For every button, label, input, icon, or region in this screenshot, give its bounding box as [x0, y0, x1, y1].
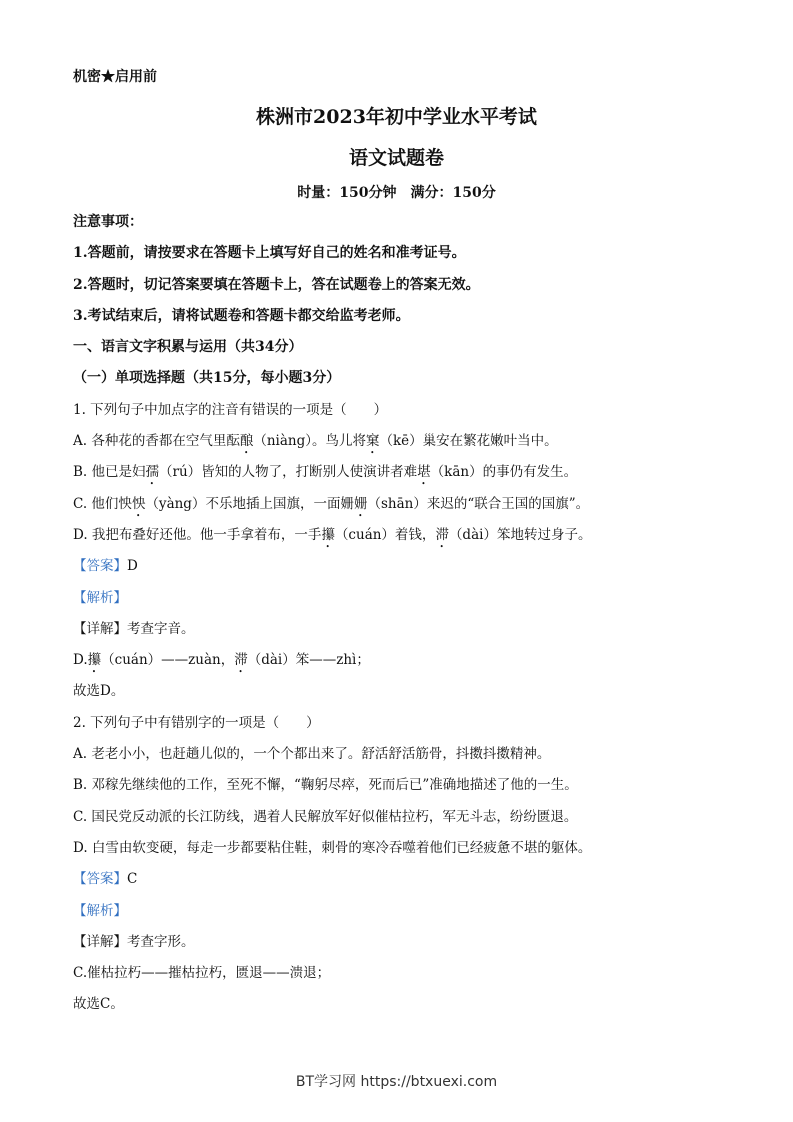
text-segment: D. [73, 652, 88, 669]
text-segment: 3.考试结束后，请将试题卷和答题卡都交给监考老师。 [73, 307, 410, 324]
text-segment: （kē）巢安在繁花嫩叶当中。 [379, 433, 558, 450]
text-segment: D [127, 558, 138, 575]
text-line [73, 274, 733, 305]
text-segment: （shān）来迟的“联合王国的国旗”。 [367, 495, 590, 512]
text-line [73, 900, 733, 931]
text-line [73, 712, 733, 743]
text-segment: （dài）笨地转过身子。 [448, 526, 592, 543]
text-line [73, 211, 733, 242]
text-line [73, 555, 733, 586]
emphasized-char: 滞 [234, 652, 248, 669]
text-segment: （niàng）。鸟儿将 [253, 433, 366, 450]
text-line [73, 774, 733, 805]
text-segment: （cuán）着钱， [334, 526, 436, 543]
footer-watermark: BT学习网 https://btxuexi.com [295, 1074, 498, 1090]
exam-subtitle: 语文试题卷 [348, 147, 444, 169]
text-line [73, 962, 733, 993]
text-segment: 1. 下列句子中加点字的注音有错误的一项是（ ） [73, 401, 388, 418]
text-segment: A. 各种花的香都在空气里酝 [73, 433, 240, 450]
text-segment: （cuán）——zuàn， [101, 652, 235, 669]
text-segment: D. 白雪由软变硬，每走一步都要粘住鞋，刺骨的寒冷吞噬着他们已经疲惫不堪的躯体。 [73, 839, 592, 856]
text-segment: A. 老老小小，也赶趟儿似的，一个个都出来了。舒活舒活筋骨，抖擞抖擞精神。 [73, 746, 551, 763]
text-line [73, 868, 733, 899]
text-line [73, 743, 733, 774]
text-segment: 故选C。 [73, 996, 124, 1013]
document-body [73, 211, 733, 1025]
text-segment: 注意事项： [73, 214, 143, 230]
text-line [73, 399, 733, 430]
confidential-label: 机密★启用前 [73, 69, 157, 85]
text-line [73, 680, 733, 711]
emphasized-char: 孺 [145, 464, 160, 481]
text-segment: C. 国民党反动派的长江防线，遇着人民解放军好似催枯拉朽，军无斗志，纷纷匮退。 [73, 808, 578, 825]
emphasized-char: 堪 [417, 464, 431, 481]
text-segment: 【详解】考查字形。 [73, 933, 195, 950]
text-line [73, 806, 733, 837]
text-segment: 故选D。 [73, 683, 125, 700]
emphasized-char: 酿 [239, 433, 254, 450]
text-segment: C [127, 871, 138, 888]
text-segment: （一）单项选择题（共15分，每小题3分） [73, 370, 341, 387]
answer-tag: 【解析】 [73, 589, 127, 606]
emphasized-char: 姗 [353, 495, 368, 512]
emphasized-char: 攥 [87, 652, 102, 669]
emphasized-char: 窠 [366, 433, 380, 450]
text-segment: 【详解】考查字音。 [73, 620, 195, 637]
text-line [73, 524, 733, 555]
text-line [73, 305, 733, 336]
text-segment: D. 我把布叠好还他。他一手拿着布，一手 [73, 526, 322, 543]
exam-title: 株洲市2023年初中学业水平考试 [256, 106, 537, 128]
answer-tag: 【解析】 [73, 902, 127, 919]
text-line [73, 993, 733, 1024]
text-line [73, 618, 733, 649]
time-score-info: 时量：150分钟 满分：150分 [297, 185, 496, 201]
text-segment: 2.答题时，切记答案要填在答题卡上，答在试题卷上的答案无效。 [73, 276, 480, 293]
text-segment: （dài）笨——zhì； [247, 652, 370, 669]
text-line [73, 461, 733, 492]
emphasized-char: 滞 [435, 526, 449, 543]
text-line [73, 430, 733, 461]
text-line [73, 493, 733, 524]
answer-tag: 【答案】 [73, 558, 127, 575]
text-segment: 一、语言文字积累与运用（共34分） [73, 339, 303, 356]
text-line [73, 336, 733, 367]
text-segment: （yàng）不乐地插上国旗，一面姗 [145, 495, 354, 512]
text-line [73, 367, 733, 398]
emphasized-char: 怏 [131, 495, 146, 512]
text-line [73, 649, 733, 680]
answer-tag: 【答案】 [73, 871, 127, 888]
text-segment: C.催枯拉朽——摧枯拉朽，匮退——溃退； [73, 965, 331, 982]
text-segment: （rú）皆知的人物了，打断别人使演讲者难 [159, 464, 418, 481]
text-line [73, 931, 733, 962]
text-segment: 2. 下列句子中有错别字的一项是（ ） [73, 714, 320, 731]
text-line [73, 587, 733, 618]
text-segment: B. 他已是妇 [73, 464, 146, 481]
emphasized-char: 攥 [321, 526, 335, 543]
text-segment: 1.答题前，请按要求在答题卡上填写好自己的姓名和准考证号。 [73, 245, 466, 262]
text-segment: B. 邓稼先继续他的工作，至死不懈，“鞠躬尽瘁，死而后已”准确地描述了他的一生。 [73, 777, 578, 794]
text-line [73, 837, 733, 868]
text-segment: C. 他们怏 [73, 495, 132, 512]
text-segment: （kān）的事仍有发生。 [430, 464, 578, 481]
text-line [73, 242, 733, 273]
